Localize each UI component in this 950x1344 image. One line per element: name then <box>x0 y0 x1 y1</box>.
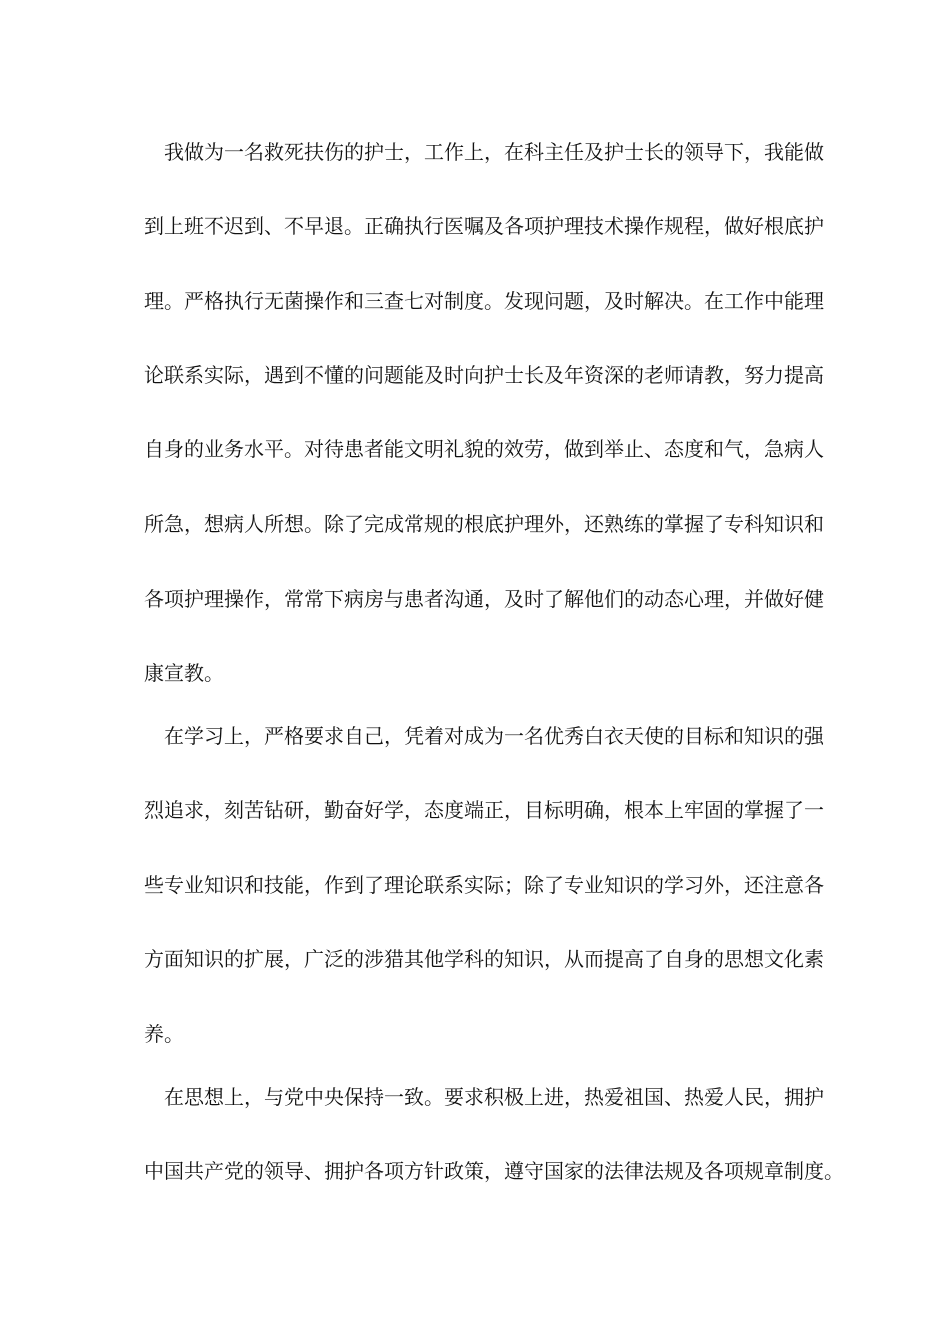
paragraph-1-line-8: 康宣教。 <box>144 661 224 685</box>
paragraph-1-line-1: 我做为一名救死扶伤的护士，工作上，在科主任及护士长的领导下，我能做 <box>164 140 824 164</box>
paragraph-1-line-3: 理。严格执行无菌操作和三查七对制度。发现问题，及时解决。在工作中能理 <box>144 289 824 313</box>
paragraph-1-line-5: 自身的业务水平。对待患者能文明礼貌的效劳，做到举止、态度和气，急病人 <box>144 437 824 461</box>
paragraph-2-line-3: 些专业知识和技能，作到了理论联系实际；除了专业知识的学习外，还注意各 <box>144 873 824 897</box>
paragraph-2-line-5: 养。 <box>144 1022 184 1046</box>
paragraph-3-line-1: 在思想上，与党中央保持一致。要求积极上进，热爱祖国、热爱人民，拥护 <box>164 1085 824 1109</box>
paragraph-1-line-6: 所急，想病人所想。除了完成常规的根底护理外，还熟练的掌握了专科知识和 <box>144 512 824 536</box>
paragraph-2-line-2: 烈追求，刻苦钻研，勤奋好学，态度端正，目标明确，根本上牢固的掌握了一 <box>144 798 824 822</box>
paragraph-2-line-4: 方面知识的扩展，广泛的涉猎其他学科的知识，从而提高了自身的思想文化素 <box>144 947 824 971</box>
paragraph-1-line-2: 到上班不迟到、不早退。正确执行医嘱及各项护理技术操作规程，做好根底护 <box>144 214 824 238</box>
paragraph-1-line-4: 论联系实际，遇到不懂的问题能及时向护士长及年资深的老师请教，努力提高 <box>144 363 824 387</box>
paragraph-1-line-7: 各项护理操作，常常下病房与患者沟通，及时了解他们的动态心理，并做好健 <box>144 587 824 611</box>
paragraph-2-line-1: 在学习上，严格要求自己，凭着对成为一名优秀白衣天使的目标和知识的强 <box>164 724 824 748</box>
paragraph-3-line-2: 中国共产党的领导、拥护各项方针政策，遵守国家的法律法规及各项规章制度。 <box>144 1159 844 1183</box>
